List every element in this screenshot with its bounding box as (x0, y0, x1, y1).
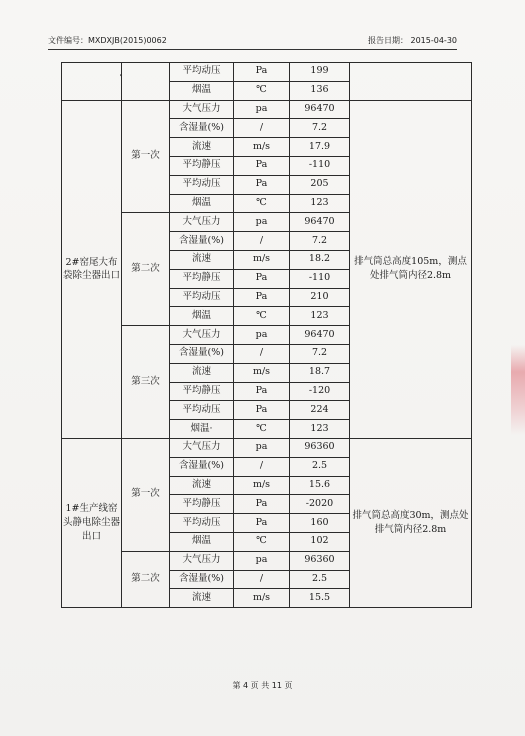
run-number-cell: 第一次 (122, 438, 170, 551)
unit-cell: m/s (234, 363, 290, 382)
unit-cell: Pa (234, 288, 290, 307)
parameter-cell: 含湿量(%) (170, 119, 234, 138)
unit-cell: ℃ (234, 420, 290, 439)
value-cell: 7.2 (290, 232, 350, 251)
value-cell: 18.7 (290, 363, 350, 382)
value-cell: 7.2 (290, 344, 350, 363)
parameter-cell: 平均动压 (170, 514, 234, 533)
stray-mark: • (119, 72, 124, 80)
parameter-cell: 平均动压 (170, 401, 234, 420)
parameter-cell: 含湿量(%) (170, 457, 234, 476)
parameter-cell: 烟温 (170, 81, 234, 100)
parameter-cell: 平均静压 (170, 382, 234, 401)
page-footer: 第 4 页 共 11 页 (232, 681, 293, 690)
parameter-cell: 烟温 (170, 532, 234, 551)
value-cell: 205 (290, 175, 350, 194)
unit-cell: Pa (234, 269, 290, 288)
table-row (62, 100, 472, 119)
unit-cell: ℃ (234, 194, 290, 213)
table-row (62, 63, 472, 82)
unit-cell: pa (234, 438, 290, 457)
unit-cell: Pa (234, 401, 290, 420)
parameter-cell: 流速 (170, 589, 234, 608)
parameter-cell: 流速 (170, 363, 234, 382)
value-cell: 18.2 (290, 250, 350, 269)
run-number-cell: 第三次 (122, 326, 170, 439)
value-cell: 123 (290, 307, 350, 326)
value-cell: 15.5 (290, 589, 350, 608)
unit-cell: / (234, 457, 290, 476)
unit-cell: pa (234, 326, 290, 345)
parameter-cell: 烟温 (170, 194, 234, 213)
report-date: 2015-04-30 (410, 36, 457, 45)
unit-cell: m/s (234, 589, 290, 608)
sampling-location-cell: 1#生产线窑头静电除尘器出口 (62, 438, 122, 607)
value-cell: -110 (290, 156, 350, 175)
value-cell: -110 (290, 269, 350, 288)
unit-cell: Pa (234, 514, 290, 533)
run-number-cell: 第二次 (122, 213, 170, 326)
value-cell: 136 (290, 81, 350, 100)
run-number-cell (122, 63, 170, 101)
value-cell: 96470 (290, 326, 350, 345)
page-header (48, 30, 457, 50)
value-cell: 96360 (290, 551, 350, 570)
unit-cell: Pa (234, 382, 290, 401)
parameter-cell: 平均动压 (170, 175, 234, 194)
stack-note-cell: 排气筒总高度105m，测点处排气筒内径2.8m (350, 100, 472, 438)
unit-cell: Pa (234, 63, 290, 82)
value-cell: 123 (290, 194, 350, 213)
unit-cell: pa (234, 551, 290, 570)
value-cell: 160 (290, 514, 350, 533)
sampling-location-cell: 2#窑尾大布袋除尘器出口 (62, 100, 122, 438)
parameter-cell: 平均动压 (170, 63, 234, 82)
value-cell: 2.5 (290, 457, 350, 476)
value-cell: 123 (290, 420, 350, 439)
value-cell: 224 (290, 401, 350, 420)
parameter-cell: 含湿量(%) (170, 570, 234, 589)
parameter-cell: 含湿量(%) (170, 344, 234, 363)
parameter-cell: 大气压力 (170, 551, 234, 570)
unit-cell: Pa (234, 495, 290, 514)
value-cell: 96470 (290, 100, 350, 119)
seal-stamp-edge (511, 345, 525, 435)
value-cell: 2.5 (290, 570, 350, 589)
parameter-cell: 大气压力 (170, 438, 234, 457)
value-cell: 7.2 (290, 119, 350, 138)
measurement-table-body (62, 63, 472, 608)
parameter-cell: 大气压力 (170, 100, 234, 119)
value-cell: 210 (290, 288, 350, 307)
parameter-cell: 平均静压 (170, 156, 234, 175)
value-cell: -2020 (290, 495, 350, 514)
value-cell: 17.9 (290, 138, 350, 157)
parameter-cell: 大气压力 (170, 326, 234, 345)
unit-cell: Pa (234, 175, 290, 194)
unit-cell: / (234, 570, 290, 589)
unit-cell: / (234, 232, 290, 251)
unit-cell: pa (234, 213, 290, 232)
value-cell: 96360 (290, 438, 350, 457)
parameter-cell: 平均动压 (170, 288, 234, 307)
unit-cell: ℃ (234, 532, 290, 551)
value-cell: 199 (290, 63, 350, 82)
sampling-location-cell (62, 63, 122, 101)
unit-cell: / (234, 344, 290, 363)
unit-cell: m/s (234, 250, 290, 269)
document-number: 文件编号：MXDXJB(2015)0062 (48, 36, 167, 45)
parameter-cell: 流速 (170, 476, 234, 495)
unit-cell: m/s (234, 476, 290, 495)
value-cell: 102 (290, 532, 350, 551)
unit-cell: ℃ (234, 307, 290, 326)
value-cell: -120 (290, 382, 350, 401)
unit-cell: pa (234, 100, 290, 119)
parameter-cell: 平均静压 (170, 269, 234, 288)
parameter-cell: 烟温· (170, 420, 234, 439)
unit-cell: / (234, 119, 290, 138)
unit-cell: m/s (234, 138, 290, 157)
stack-note-cell (350, 63, 472, 101)
value-cell: 15.6 (290, 476, 350, 495)
parameter-cell: 大气压力 (170, 213, 234, 232)
parameter-cell: 平均静压 (170, 495, 234, 514)
parameter-cell: 流速 (170, 138, 234, 157)
run-number-cell: 第二次 (122, 551, 170, 607)
table-row (62, 438, 472, 457)
report-date-label: 报告日期： (367, 36, 408, 45)
parameter-cell: 含湿量(%) (170, 232, 234, 251)
value-cell: 96470 (290, 213, 350, 232)
run-number-cell: 第一次 (122, 100, 170, 213)
stack-note-cell: 排气筒总高度30m，测点处排气筒内径2.8m (350, 438, 472, 607)
measurement-table (61, 62, 472, 608)
report-date-block (368, 35, 457, 46)
unit-cell: Pa (234, 156, 290, 175)
parameter-cell: 流速 (170, 250, 234, 269)
parameter-cell: 烟温 (170, 307, 234, 326)
unit-cell: ℃ (234, 81, 290, 100)
